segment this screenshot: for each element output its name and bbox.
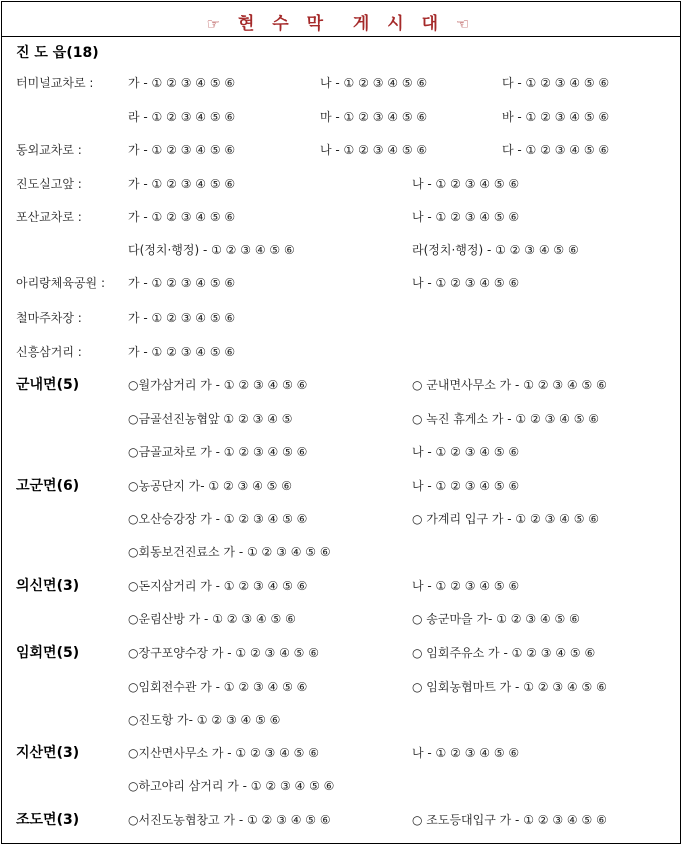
slot-group: ○ 임회농협마트 가 - ① ② ③ ④ ⑤ ⑥: [412, 680, 607, 694]
slot-group: ○운림산방 가 - ① ② ③ ④ ⑤ ⑥: [128, 612, 296, 626]
slot-group: 나 - ① ② ③ ④ ⑤ ⑥: [412, 276, 520, 290]
list-item: [2, 372, 680, 398]
slot-group: ○돈지삼거리 가 - ① ② ③ ④ ⑤ ⑥: [128, 579, 308, 593]
slot-group: 가 - ① ② ③ ④ ⑤ ⑥: [128, 177, 236, 191]
slot-group: ○ 조도등대입구 가 - ① ② ③ ④ ⑤ ⑥: [412, 813, 607, 827]
slot-group: ○농공단지 가- ① ② ③ ④ ⑤ ⑥: [128, 479, 293, 493]
slot-group: ○진도항 가- ① ② ③ ④ ⑤ ⑥: [128, 713, 281, 727]
list-item: [2, 270, 680, 296]
list-item: [2, 305, 680, 331]
section-heading-imhoe: 임회면(5): [16, 645, 80, 661]
slot-group: ○지산면사무소 가 - ① ② ③ ④ ⑤ ⑥: [128, 746, 320, 760]
location-label: 터미널교차로 :: [16, 76, 94, 90]
list-item: [2, 573, 680, 599]
slot-group: ○ 가계리 입구 가 - ① ② ③ ④ ⑤ ⑥: [412, 512, 600, 526]
location-label: 신흥삼거리 :: [16, 345, 82, 359]
pointing-left-hand-icon: ☜: [455, 15, 476, 33]
slot-group: ○금골교차로 가 - ① ② ③ ④ ⑤ ⑥: [128, 445, 308, 459]
slot-group: ○오산승강장 가 - ① ② ③ ④ ⑤ ⑥: [128, 512, 308, 526]
slot-group: 다(정치·행정) - ① ② ③ ④ ⑤ ⑥: [128, 243, 295, 257]
list-item: [2, 204, 680, 230]
location-label: 철마주차장 :: [16, 311, 82, 325]
page-title: [2, 9, 680, 34]
section-heading-gogun: 고군면(6): [16, 478, 80, 494]
section-heading-jodo: 조도면(3): [16, 812, 80, 828]
slot-group: 가 - ① ② ③ ④ ⑤ ⑥: [128, 76, 236, 90]
list-item: [2, 237, 680, 263]
slot-group: 가 - ① ② ③ ④ ⑤ ⑥: [128, 210, 236, 224]
list-item: [2, 137, 680, 163]
list-item: [2, 674, 680, 700]
slot-group: 나 - ① ② ③ ④ ⑤ ⑥: [320, 76, 428, 90]
slot-group: 가 - ① ② ③ ④ ⑤ ⑥: [128, 345, 236, 359]
slot-group: 나 - ① ② ③ ④ ⑤ ⑥: [412, 177, 520, 191]
slot-group: 가 - ① ② ③ ④ ⑤ ⑥: [128, 143, 236, 157]
list-item: [2, 473, 680, 499]
slot-group: ○장구포양수장 가 - ① ② ③ ④ ⑤ ⑥: [128, 646, 320, 660]
slot-group: 다 - ① ② ③ ④ ⑤ ⑥: [502, 143, 610, 157]
slot-group: 가 - ① ② ③ ④ ⑤ ⑥: [128, 311, 236, 325]
list-item: [2, 807, 680, 833]
list-item: [2, 506, 680, 532]
list-item: [2, 640, 680, 666]
section-heading-row: [2, 40, 680, 66]
slot-group: 다 - ① ② ③ ④ ⑤ ⑥: [502, 76, 610, 90]
list-item: [2, 339, 680, 365]
slot-group: 바 - ① ② ③ ④ ⑤ ⑥: [502, 110, 610, 124]
slot-group: 라 - ① ② ③ ④ ⑤ ⑥: [128, 110, 236, 124]
slot-group: 마 - ① ② ③ ④ ⑤ ⑥: [320, 110, 428, 124]
slot-group: 라(정치·행정) - ① ② ③ ④ ⑤ ⑥: [412, 243, 579, 257]
slot-group: ○하고야리 삼거리 가 - ① ② ③ ④ ⑤ ⑥: [128, 779, 335, 793]
list-item: [2, 439, 680, 465]
section-heading-uisin: 의신면(3): [16, 578, 80, 594]
slot-group: ○회동보건진료소 가 - ① ② ③ ④ ⑤ ⑥: [128, 545, 331, 559]
list-item: [2, 171, 680, 197]
slot-group: ○임회전수관 가 - ① ② ③ ④ ⑤ ⑥: [128, 680, 308, 694]
list-item: [2, 70, 680, 96]
slot-group: 나 - ① ② ③ ④ ⑤ ⑥: [412, 210, 520, 224]
location-label: 진도실고앞 :: [16, 177, 82, 191]
pointing-right-hand-icon: ☞: [206, 15, 227, 33]
list-item: [2, 406, 680, 432]
location-label: 동외교차로 :: [16, 143, 82, 157]
title-divider: [2, 36, 680, 37]
section-heading-gunnae: 군내면(5): [16, 377, 80, 393]
slot-group: 나 - ① ② ③ ④ ⑤ ⑥: [412, 479, 520, 493]
bulletin-board-page: [1, 1, 681, 844]
slot-group: 나 - ① ② ③ ④ ⑤ ⑥: [412, 579, 520, 593]
slot-group: ○ 임회주유소 가 - ① ② ③ ④ ⑤ ⑥: [412, 646, 596, 660]
slot-group: ○월가삼거리 가 - ① ② ③ ④ ⑤ ⑥: [128, 378, 308, 392]
location-label: 아리랑체육공원 :: [16, 276, 106, 290]
slot-group: 나 - ① ② ③ ④ ⑤ ⑥: [412, 746, 520, 760]
location-label: 포산교차로 :: [16, 210, 82, 224]
slot-group: ○서진도농협창고 가 - ① ② ③ ④ ⑤ ⑥: [128, 813, 331, 827]
section-heading-jindo: 진 도 읍(18): [16, 45, 99, 61]
list-item: [2, 707, 680, 733]
slot-group: ○ 송군마을 가- ① ② ③ ④ ⑤ ⑥: [412, 612, 580, 626]
section-heading-jisan: 지산면(3): [16, 745, 80, 761]
list-item: [2, 539, 680, 565]
slot-group: ○ 군내면사무소 가 - ① ② ③ ④ ⑤ ⑥: [412, 378, 607, 392]
slot-group: 가 - ① ② ③ ④ ⑤ ⑥: [128, 276, 236, 290]
slot-group: 나 - ① ② ③ ④ ⑤ ⑥: [412, 445, 520, 459]
list-item: [2, 104, 680, 130]
list-item: [2, 740, 680, 766]
title-text: 현 수 막 게 시 대: [237, 14, 445, 34]
slot-group: 나 - ① ② ③ ④ ⑤ ⑥: [320, 143, 428, 157]
slot-group: ○ 녹진 휴게소 가 - ① ② ③ ④ ⑤ ⑥: [412, 412, 600, 426]
slot-group: ○금골선진농협앞 ① ② ③ ④ ⑤: [128, 412, 293, 426]
list-item: [2, 773, 680, 799]
list-item: [2, 606, 680, 632]
